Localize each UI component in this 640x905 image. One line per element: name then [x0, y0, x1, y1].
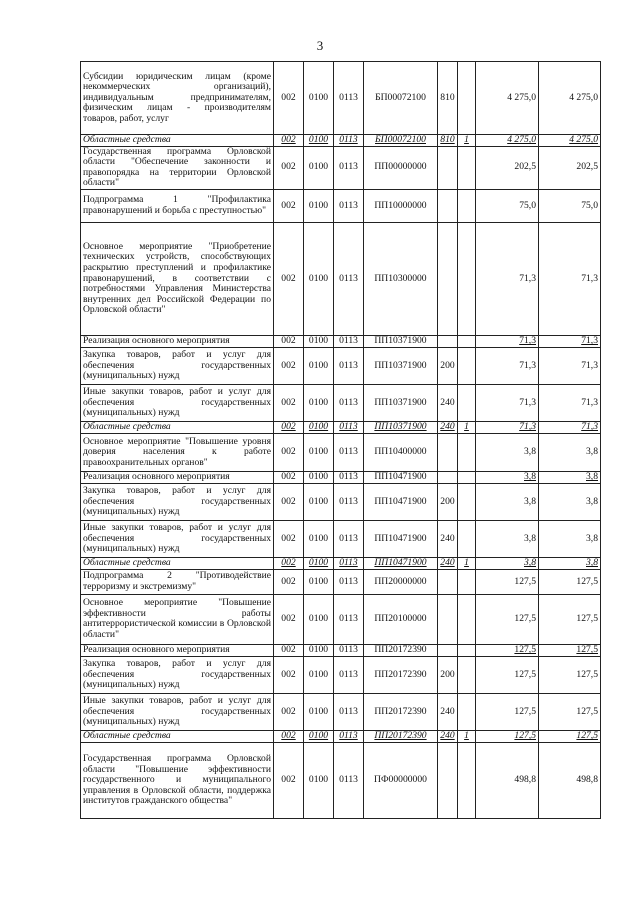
row-expense-type-code: 240: [438, 557, 458, 569]
row-funding-code: 1: [458, 135, 476, 147]
row-expense-type-code: 200: [438, 656, 458, 693]
table-row: [81, 730, 601, 742]
row-name: Государственная программа Орловской области "Повышение эффективности государственного и муниципального управления в Орловской области, поддержка институтов гражданского общества": [81, 742, 274, 818]
row-section-code: 0100: [304, 421, 334, 433]
row-funding-code: [458, 62, 476, 135]
row-grbs-code: 002: [274, 189, 304, 222]
row-name: Подпрограмма 2 "Противодействие терроризму и экстремизму": [81, 569, 274, 594]
row-amount-1: 75,0: [476, 189, 539, 222]
row-expense-type-code: 240: [438, 384, 458, 421]
row-name: Закупка товаров, работ и услуг для обеспечения государственных (муниципальных) нужд: [81, 656, 274, 693]
row-grbs-code: 002: [274, 557, 304, 569]
table-row: [81, 644, 601, 656]
row-amount-1: 127,5: [476, 656, 539, 693]
row-expense-type-code: 200: [438, 347, 458, 384]
row-subsection-code: 0113: [334, 433, 364, 471]
row-subsection-code: 0113: [334, 693, 364, 730]
row-target-article-code: БП00072100: [364, 135, 438, 147]
row-amount-2: 127,5: [539, 644, 601, 656]
row-amount-1: 202,5: [476, 146, 539, 189]
row-amount-1: 3,8: [476, 433, 539, 471]
row-subsection-code: 0113: [334, 146, 364, 189]
row-section-code: 0100: [304, 433, 334, 471]
row-amount-1: 127,5: [476, 693, 539, 730]
row-funding-code: [458, 656, 476, 693]
table-row: [81, 433, 601, 471]
budget-table: [80, 61, 601, 819]
row-subsection-code: 0113: [334, 569, 364, 594]
row-expense-type-code: [438, 146, 458, 189]
row-target-article-code: ПП10000000: [364, 189, 438, 222]
row-target-article-code: ПП20172390: [364, 730, 438, 742]
row-amount-2: 3,8: [539, 483, 601, 520]
table-row: [81, 742, 601, 818]
table-row: [81, 347, 601, 384]
table-row: [81, 62, 601, 135]
row-subsection-code: 0113: [334, 520, 364, 557]
row-name: Реализация основного мероприятия: [81, 644, 274, 656]
row-section-code: 0100: [304, 189, 334, 222]
row-amount-2: 202,5: [539, 146, 601, 189]
table-row: [81, 594, 601, 644]
row-funding-code: 1: [458, 730, 476, 742]
row-funding-code: [458, 483, 476, 520]
row-amount-2: 4 275,0: [539, 135, 601, 147]
row-funding-code: [458, 384, 476, 421]
row-subsection-code: 0113: [334, 222, 364, 335]
row-amount-1: 71,3: [476, 335, 539, 347]
row-subsection-code: 0113: [334, 730, 364, 742]
table-row: [81, 557, 601, 569]
row-expense-type-code: [438, 594, 458, 644]
row-funding-code: [458, 347, 476, 384]
row-amount-1: 127,5: [476, 594, 539, 644]
row-amount-1: 4 275,0: [476, 135, 539, 147]
row-section-code: 0100: [304, 557, 334, 569]
page-number: 3: [316, 38, 324, 53]
row-grbs-code: 002: [274, 656, 304, 693]
row-amount-2: 4 275,0: [539, 62, 601, 135]
row-amount-1: 127,5: [476, 730, 539, 742]
row-expense-type-code: 240: [438, 520, 458, 557]
row-funding-code: [458, 222, 476, 335]
row-grbs-code: 002: [274, 693, 304, 730]
row-expense-type-code: 200: [438, 483, 458, 520]
row-target-article-code: ПП10471900: [364, 471, 438, 483]
row-amount-2: 498,8: [539, 742, 601, 818]
row-name: Подпрограмма 1 "Профилактика правонарушений и борьба с преступностью": [81, 189, 274, 222]
row-name: Областные средства: [81, 557, 274, 569]
row-name: Иные закупки товаров, работ и услуг для обеспечения государственных (муниципальных) нужд: [81, 693, 274, 730]
row-grbs-code: 002: [274, 335, 304, 347]
row-section-code: 0100: [304, 693, 334, 730]
row-funding-code: [458, 146, 476, 189]
row-expense-type-code: 240: [438, 421, 458, 433]
table-row: [81, 656, 601, 693]
row-expense-type-code: [438, 189, 458, 222]
row-amount-1: 3,8: [476, 557, 539, 569]
row-name: Областные средства: [81, 421, 274, 433]
row-funding-code: [458, 594, 476, 644]
row-section-code: 0100: [304, 471, 334, 483]
row-grbs-code: 002: [274, 146, 304, 189]
row-subsection-code: 0113: [334, 557, 364, 569]
row-name: Основное мероприятие "Приобретение технических устройств, способствующих раскрытию преступлений и профилактике правонарушений, в соответствии с потребностями Управления Министерства внутренних дел Российской Федерации по Орловской области": [81, 222, 274, 335]
row-amount-2: 3,8: [539, 557, 601, 569]
table-row: [81, 483, 601, 520]
row-section-code: 0100: [304, 644, 334, 656]
row-target-article-code: ПП20172390: [364, 644, 438, 656]
row-target-article-code: ПП20172390: [364, 693, 438, 730]
row-grbs-code: 002: [274, 135, 304, 147]
row-amount-2: 3,8: [539, 471, 601, 483]
row-section-code: 0100: [304, 335, 334, 347]
budget-table-body: [81, 62, 601, 819]
row-section-code: 0100: [304, 742, 334, 818]
row-expense-type-code: 810: [438, 62, 458, 135]
row-amount-2: 71,3: [539, 222, 601, 335]
row-amount-1: 3,8: [476, 483, 539, 520]
row-amount-2: 3,8: [539, 520, 601, 557]
row-grbs-code: 002: [274, 433, 304, 471]
row-section-code: 0100: [304, 347, 334, 384]
row-expense-type-code: 240: [438, 693, 458, 730]
row-grbs-code: 002: [274, 347, 304, 384]
row-amount-2: 127,5: [539, 594, 601, 644]
row-amount-1: 71,3: [476, 222, 539, 335]
row-amount-1: 498,8: [476, 742, 539, 818]
row-grbs-code: 002: [274, 471, 304, 483]
row-expense-type-code: [438, 742, 458, 818]
row-amount-2: 127,5: [539, 569, 601, 594]
row-funding-code: [458, 335, 476, 347]
row-target-article-code: ПП10300000: [364, 222, 438, 335]
row-name: Областные средства: [81, 730, 274, 742]
row-subsection-code: 0113: [334, 594, 364, 644]
row-amount-1: 127,5: [476, 644, 539, 656]
row-amount-2: 71,3: [539, 384, 601, 421]
row-amount-2: 3,8: [539, 433, 601, 471]
row-section-code: 0100: [304, 594, 334, 644]
row-subsection-code: 0113: [334, 421, 364, 433]
row-section-code: 0100: [304, 730, 334, 742]
row-grbs-code: 002: [274, 62, 304, 135]
table-row: [81, 335, 601, 347]
table-row: [81, 384, 601, 421]
row-grbs-code: 002: [274, 384, 304, 421]
row-amount-1: 4 275,0: [476, 62, 539, 135]
row-funding-code: [458, 471, 476, 483]
table-row: [81, 222, 601, 335]
row-grbs-code: 002: [274, 644, 304, 656]
row-target-article-code: ПФ00000000: [364, 742, 438, 818]
row-target-article-code: ПП10371900: [364, 384, 438, 421]
row-subsection-code: 0113: [334, 384, 364, 421]
row-amount-1: 127,5: [476, 569, 539, 594]
row-funding-code: [458, 693, 476, 730]
row-name: Областные средства: [81, 135, 274, 147]
row-amount-1: 71,3: [476, 384, 539, 421]
row-name: Закупка товаров, работ и услуг для обеспечения государственных (муниципальных) нужд: [81, 483, 274, 520]
row-grbs-code: 002: [274, 569, 304, 594]
row-section-code: 0100: [304, 569, 334, 594]
table-row: [81, 520, 601, 557]
row-target-article-code: ПП10371900: [364, 335, 438, 347]
row-name: Иные закупки товаров, работ и услуг для обеспечения государственных (муниципальных) нужд: [81, 384, 274, 421]
row-name: Иные закупки товаров, работ и услуг для обеспечения государственных (муниципальных) нужд: [81, 520, 274, 557]
row-target-article-code: ПП10471900: [364, 483, 438, 520]
row-subsection-code: 0113: [334, 483, 364, 520]
row-funding-code: [458, 520, 476, 557]
row-subsection-code: 0113: [334, 189, 364, 222]
row-target-article-code: ПП20100000: [364, 594, 438, 644]
row-name: Основное мероприятие "Повышение уровня доверия населения к работе правоохранительных органов": [81, 433, 274, 471]
row-expense-type-code: [438, 433, 458, 471]
row-name: Субсидии юридическим лицам (кроме некоммерческих организаций), индивидуальным предпринимателям, физическим лицам - производителям товаров, работ, услуг: [81, 62, 274, 135]
row-target-article-code: ПП20000000: [364, 569, 438, 594]
row-name: Реализация основного мероприятия: [81, 471, 274, 483]
row-target-article-code: ПП10400000: [364, 433, 438, 471]
row-grbs-code: 002: [274, 520, 304, 557]
row-grbs-code: 002: [274, 421, 304, 433]
row-subsection-code: 0113: [334, 335, 364, 347]
table-row: [81, 135, 601, 147]
row-target-article-code: ПП10471900: [364, 557, 438, 569]
row-subsection-code: 0113: [334, 347, 364, 384]
row-target-article-code: ПП10371900: [364, 347, 438, 384]
row-target-article-code: БП00072100: [364, 62, 438, 135]
row-funding-code: 1: [458, 557, 476, 569]
row-subsection-code: 0113: [334, 742, 364, 818]
row-amount-2: 127,5: [539, 730, 601, 742]
row-grbs-code: 002: [274, 594, 304, 644]
row-funding-code: [458, 742, 476, 818]
row-grbs-code: 002: [274, 730, 304, 742]
row-subsection-code: 0113: [334, 62, 364, 135]
row-name: Реализация основного мероприятия: [81, 335, 274, 347]
row-subsection-code: 0113: [334, 656, 364, 693]
table-row: [81, 693, 601, 730]
row-target-article-code: ПП10471900: [364, 520, 438, 557]
row-expense-type-code: 240: [438, 730, 458, 742]
row-name: Основное мероприятие "Повышение эффективности работы антитеррористической комиссии в Орловской области": [81, 594, 274, 644]
table-row: [81, 189, 601, 222]
row-section-code: 0100: [304, 520, 334, 557]
row-expense-type-code: [438, 644, 458, 656]
row-expense-type-code: [438, 471, 458, 483]
table-row: [81, 421, 601, 433]
row-target-article-code: ПП10371900: [364, 421, 438, 433]
row-name: Государственная программа Орловской области "Обеспечение законности и правопорядка на территории Орловской области": [81, 146, 274, 189]
row-amount-2: 127,5: [539, 693, 601, 730]
table-row: [81, 569, 601, 594]
row-funding-code: [458, 433, 476, 471]
row-expense-type-code: [438, 569, 458, 594]
row-subsection-code: 0113: [334, 135, 364, 147]
row-amount-2: 71,3: [539, 335, 601, 347]
row-section-code: 0100: [304, 135, 334, 147]
row-section-code: 0100: [304, 483, 334, 520]
row-funding-code: [458, 569, 476, 594]
row-expense-type-code: [438, 222, 458, 335]
row-subsection-code: 0113: [334, 644, 364, 656]
row-section-code: 0100: [304, 384, 334, 421]
row-section-code: 0100: [304, 222, 334, 335]
row-funding-code: [458, 189, 476, 222]
row-amount-1: 71,3: [476, 421, 539, 433]
row-section-code: 0100: [304, 656, 334, 693]
row-section-code: 0100: [304, 62, 334, 135]
row-amount-1: 3,8: [476, 471, 539, 483]
row-subsection-code: 0113: [334, 471, 364, 483]
row-target-article-code: ПП20172390: [364, 656, 438, 693]
row-expense-type-code: 810: [438, 135, 458, 147]
row-amount-2: 71,3: [539, 421, 601, 433]
row-funding-code: [458, 644, 476, 656]
row-grbs-code: 002: [274, 222, 304, 335]
row-amount-1: 71,3: [476, 347, 539, 384]
table-row: [81, 471, 601, 483]
row-name: Закупка товаров, работ и услуг для обеспечения государственных (муниципальных) нужд: [81, 347, 274, 384]
row-amount-2: 127,5: [539, 656, 601, 693]
row-amount-2: 71,3: [539, 347, 601, 384]
row-target-article-code: ПП00000000: [364, 146, 438, 189]
row-expense-type-code: [438, 335, 458, 347]
row-grbs-code: 002: [274, 742, 304, 818]
row-amount-2: 75,0: [539, 189, 601, 222]
row-funding-code: 1: [458, 421, 476, 433]
row-amount-1: 3,8: [476, 520, 539, 557]
row-grbs-code: 002: [274, 483, 304, 520]
table-row: [81, 146, 601, 189]
row-section-code: 0100: [304, 146, 334, 189]
